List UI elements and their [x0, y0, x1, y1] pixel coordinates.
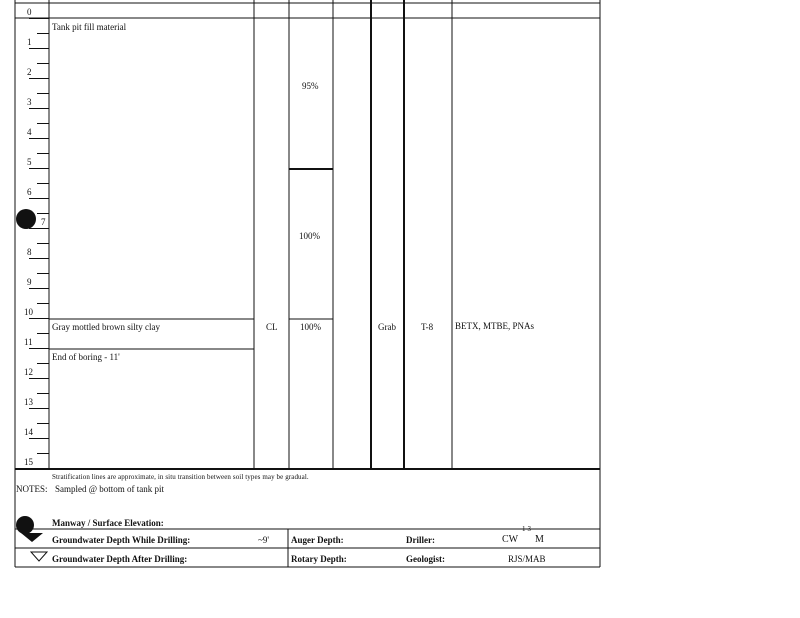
- groundwater-while-drilling-symbol: [21, 533, 43, 542]
- driller-label: Driller:: [406, 535, 435, 545]
- sample-id: T-8: [421, 322, 434, 332]
- depth-label: 6: [27, 187, 32, 197]
- sample-type: Grab: [378, 322, 396, 332]
- notes-text: Sampled @ bottom of tank pit: [55, 484, 165, 494]
- recovery-value: 95%: [302, 81, 319, 91]
- notes-label: NOTES:: [16, 484, 48, 494]
- depth-label: 9: [27, 277, 32, 287]
- recovery-value: 100%: [299, 231, 320, 241]
- driller-value: CW: [502, 534, 519, 545]
- hole-punch-mark: [16, 516, 34, 534]
- depth-label: 8: [27, 247, 32, 257]
- depth-label: 11: [24, 337, 33, 347]
- end-of-boring-note: End of boring - 11': [52, 352, 120, 362]
- depth-label: 10: [24, 307, 33, 317]
- groundwater-after-drilling-label: Groundwater Depth After Drilling:: [52, 554, 188, 564]
- soil-description: Gray mottled brown silty clay: [52, 322, 160, 332]
- depth-label: 1: [27, 37, 32, 47]
- depth-label: 7: [41, 217, 46, 227]
- depth-label: 15: [24, 457, 33, 467]
- depth-label: 0: [27, 7, 32, 17]
- soil-description: Tank pit fill material: [52, 22, 127, 32]
- depth-label: 13: [24, 397, 33, 407]
- driller-handwritten-annotation: 1 3: [522, 525, 532, 533]
- sample-analyses: BETX, MTBE, PNAs: [455, 321, 535, 331]
- groundwater-while-drilling-value: ~9': [258, 535, 269, 545]
- auger-depth-label: Auger Depth:: [291, 535, 344, 545]
- groundwater-while-drilling-label: Groundwater Depth While Drilling:: [52, 535, 191, 545]
- depth-label: 3: [27, 97, 32, 107]
- depth-label: 2: [27, 67, 32, 77]
- groundwater-after-drilling-symbol: [31, 552, 47, 561]
- recovery-value: 100%: [300, 322, 321, 332]
- depth-label: 12: [24, 367, 33, 377]
- stratification-note: Stratification lines are approximate, in situ transition between soil types may be gradual.: [52, 473, 309, 481]
- hole-punch-mark: [16, 209, 36, 229]
- depth-label: 14: [24, 427, 33, 437]
- driller-suffix: M: [535, 534, 544, 545]
- geologist-value: RJS/MAB: [508, 554, 546, 564]
- manway-elevation-label: Manway / Surface Elevation:: [52, 518, 164, 528]
- geologist-label: Geologist:: [406, 554, 445, 564]
- rotary-depth-label: Rotary Depth:: [291, 554, 347, 564]
- uscs-code: CL: [266, 322, 278, 332]
- depth-label: 4: [27, 127, 32, 137]
- depth-label: 5: [27, 157, 32, 167]
